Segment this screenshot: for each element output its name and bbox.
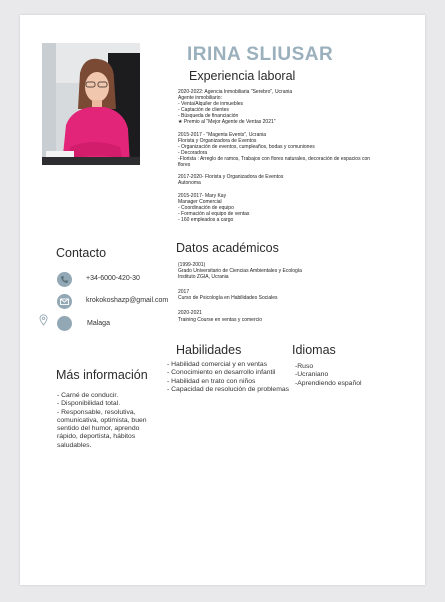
more-info-line: - Carné de conducir. (57, 392, 119, 399)
more-info-line: rápido, deportista, hábitos (57, 433, 136, 441)
experience-line: 2015-2017 - "Magenta Events", Ucrania (178, 131, 267, 138)
more-info-heading: Más información (56, 368, 148, 382)
profile-photo (42, 43, 140, 165)
experience-heading: Experiencia laboral (189, 69, 296, 83)
experience-line: Agente inmobiliario: (178, 95, 222, 102)
skill-item: - Habilidad en trato con niños (167, 377, 256, 385)
skill-item: - Conocimiento en desarrollo infantil (167, 369, 276, 377)
city: Malaga (87, 320, 110, 327)
language-item: -Ucraniano (295, 371, 329, 379)
contact-heading: Contacto (56, 246, 107, 260)
experience-line: - Organización de eventos, cumpleaños, bodas y comuniones (178, 143, 315, 150)
experience-list (178, 89, 370, 223)
candidate-name: IRINA SLIUSAR (187, 44, 334, 65)
experience-line: -Florista : Arreglo de ramos, Trabajos con flores naturales, decoración de espacios con (178, 156, 371, 163)
languages-heading: Idiomas (292, 343, 336, 357)
academic-line: 2020-2021 (178, 310, 202, 317)
skill-item: - Capacidad de resolución de problemas (167, 385, 290, 393)
phone-icon (57, 272, 72, 287)
cv-page (20, 15, 425, 585)
academic-line: Grado Universitario de Ciencias Ambientales y Ecología (178, 268, 302, 275)
more-info-list (57, 392, 147, 450)
more-info-line: - Responsable, resolutiva, (57, 408, 136, 416)
experience-line: 2020-2022: Agencia Inmobiliaria "Serebro", Ucrania (178, 89, 293, 95)
academic-line (178, 301, 302, 310)
experience-line: Florista y Organizadora de Eventos (178, 137, 257, 144)
experience-line: - Decoradora (178, 149, 208, 156)
experience-line: Autonoma (178, 180, 201, 187)
skill-item: - Habilidad comercial y en ventas (167, 361, 268, 368)
academic-line (178, 280, 302, 289)
experience-award: ★ Premio al "Mejor Agente de Ventas 2021" (178, 119, 276, 126)
more-info-line: saludables. (57, 441, 92, 449)
languages-list (295, 363, 362, 388)
phone-number[interactable]: +34-6000-420-30 (86, 275, 140, 282)
academic-line: 2017 (178, 289, 190, 296)
academic-line: (1999-2001) (178, 262, 206, 268)
profile-photo-image (42, 43, 140, 165)
experience-line: - Coordinación de equipo (178, 204, 234, 211)
experience-line: flores (178, 162, 191, 169)
academic-heading: Datos académicos (176, 241, 279, 255)
more-info-line: - Disponibilidad total. (57, 400, 121, 408)
academic-line: Instituto ZGIA, Ucrania (178, 274, 229, 281)
language-item: -Aprendiendo español (295, 379, 362, 387)
email-address[interactable]: krokokoshazp@gmail.com (86, 297, 169, 304)
academic-line: Training Course en ventas y comercio (178, 316, 263, 323)
experience-line: - Búsqueda de financiación (178, 113, 239, 120)
map-pin-icon (39, 313, 48, 325)
experience-line: - Venta/Alquiler de inmuebles (178, 101, 244, 108)
experience-line: 2015-2017- Mary Kay (178, 192, 227, 199)
skills-list (167, 361, 289, 394)
experience-line: 2017-2020- Florista y Organizadora de Eventos (178, 174, 284, 181)
academic-list (178, 262, 302, 323)
envelope-icon (57, 294, 72, 309)
experience-line: - 160 empleados a cargo (178, 216, 234, 223)
location-circle (57, 316, 72, 331)
more-info-line: sentido del humor, aprendo (57, 425, 140, 433)
experience-line: - Captación de clientes (178, 107, 229, 114)
language-item: -Ruso (295, 363, 314, 370)
academic-line: Curso de Psicología en Habilidades Sociales (178, 295, 278, 302)
experience-line: Manager Comercial (178, 198, 222, 205)
skills-heading: Habilidades (176, 343, 242, 357)
more-info-line: comunicativa, optimista, buen (57, 416, 147, 424)
experience-line: - Formación al equipo de ventas (178, 210, 250, 217)
